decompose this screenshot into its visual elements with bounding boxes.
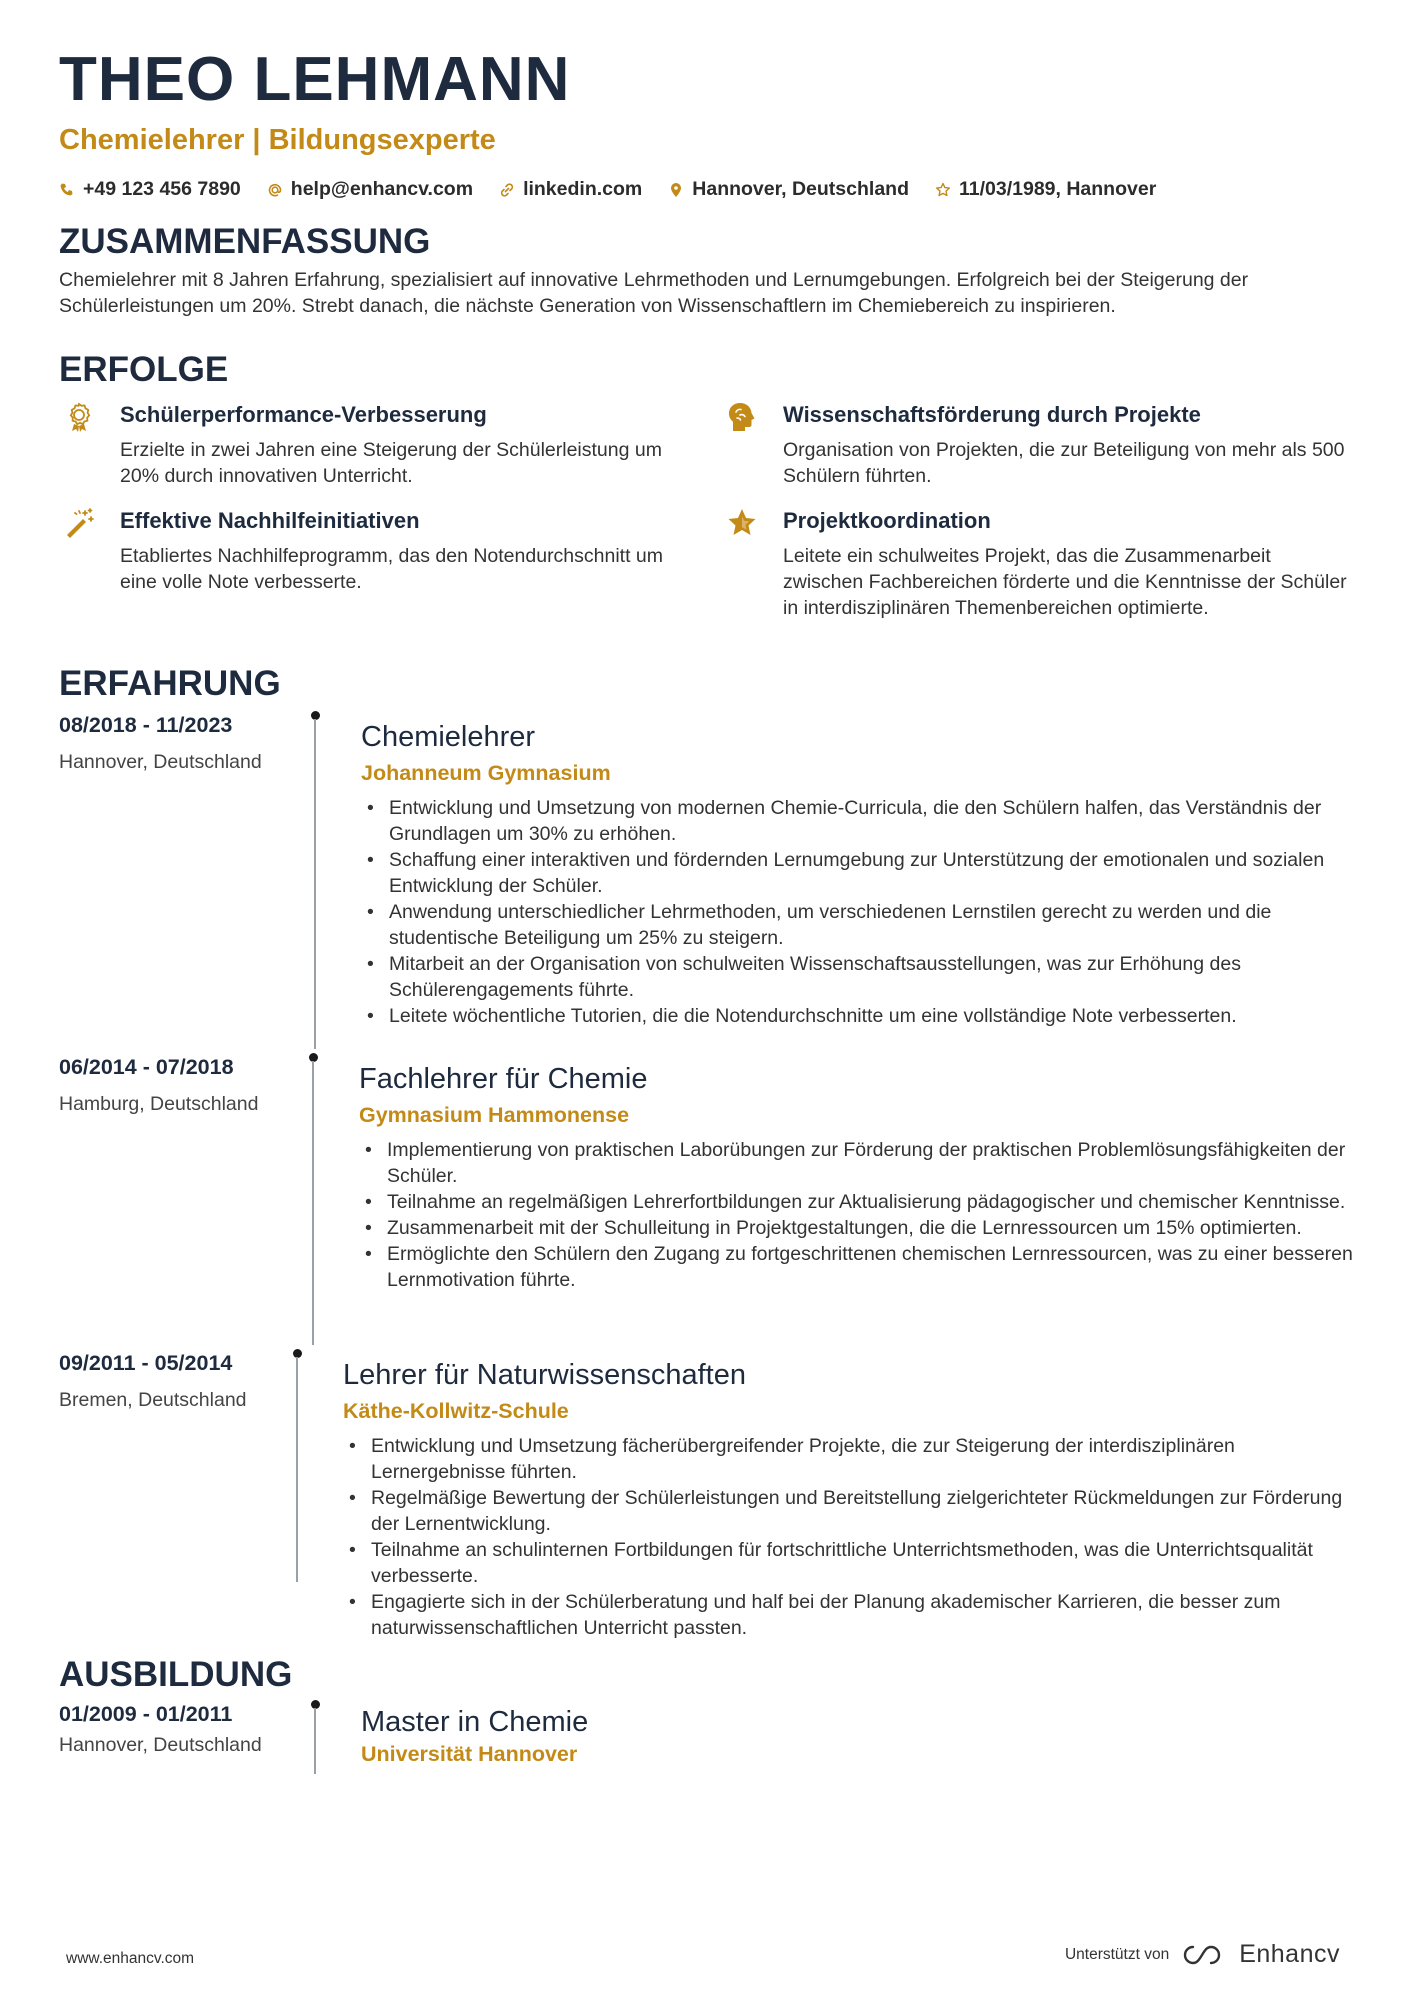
contact-birth <box>935 178 1156 201</box>
bullet-item: • Entwicklung und Umsetzung von modernen Chemie-Curricula, die den Schülern halfen, das Verständnis der Grundlagen um 30% zu erhöhen. <box>361 795 1361 847</box>
bullet-item: • Entwicklung und Umsetzung fächerübergreifender Projekte, die zur Steigerung der interdisziplinären Lernergebnisse führten. <box>343 1433 1353 1485</box>
candidate-subtitle: Chemielehrer | Bildungsexperte <box>59 124 496 156</box>
achievement-item <box>722 401 1352 489</box>
education-school: Universität Hannover <box>361 1742 578 1766</box>
experience-location: Hannover, Deutschland <box>59 751 262 773</box>
experience-role: Fachlehrer für Chemie <box>359 1063 648 1095</box>
footer-website-link[interactable]: www.enhancv.com <box>66 1950 195 1967</box>
achievement-desc: Leitete ein schulweites Projekt, das die Zusammenarbeit zwischen Fachbereichen förderte und die Kenntnisse der Schüler in interdisziplinären Themenbereichen optimierte. <box>783 545 1347 619</box>
experience-bullets <box>359 1137 1359 1293</box>
contact-location <box>668 178 909 201</box>
experience-section <box>59 663 1351 1654</box>
achievement-title: Schülerperformance-Verbesserung <box>120 402 487 427</box>
star-icon <box>726 507 758 539</box>
bullet-item: • Implementierung von praktischen Laborübungen zur Förderung der praktischen Problemlösungsfähigkeiten der Schüler. <box>359 1137 1359 1189</box>
experience-body <box>361 719 1361 1029</box>
achievement-item <box>59 401 689 489</box>
experience-company: Gymnasium Hammonense <box>359 1103 630 1127</box>
experience-role: Lehrer für Naturwissenschaften <box>343 1359 746 1391</box>
location-text: Hannover, Deutschland <box>692 178 909 200</box>
section-title-summary: ZUSAMMENFASSUNG <box>59 222 431 261</box>
education-date: 01/2009 - 01/2011 <box>59 1702 233 1726</box>
achievement-item <box>722 507 1352 621</box>
education-body <box>361 1704 1261 1768</box>
education-section <box>59 1654 1351 1790</box>
education-degree: Master in Chemie <box>361 1706 589 1738</box>
education-meta <box>59 1700 319 1758</box>
birth-text: 11/03/1989, Hannover <box>958 178 1157 200</box>
experience-date: 08/2018 - 11/2023 <box>59 713 233 737</box>
timeline-dot <box>311 1700 320 1709</box>
contact-linkedin[interactable] <box>499 178 642 201</box>
experience-body <box>359 1061 1359 1293</box>
experience-meta <box>59 711 319 775</box>
achievements-section <box>59 349 1351 661</box>
bullet-item: • Zusammenarbeit mit der Schulleitung in Projektgestaltungen, die die Lernressourcen um 15% optimierten. <box>359 1215 1359 1241</box>
section-title-education: AUSBILDUNG <box>59 1655 293 1694</box>
summary-text: Chemielehrer mit 8 Jahren Erfahrung, spezialisiert auf innovative Lehrmethoden und Lernumgebungen. Erfolgreich bei der Steigerung der Schülerleistungen um 20%. Strebt danach, die nächste Generation von Wissenschaftlern im Chemiebereich zu inspirieren. <box>59 269 1249 317</box>
timeline-dot <box>311 711 320 720</box>
achievement-title: Projektkoordination <box>783 508 991 533</box>
award-ribbon-icon <box>63 401 95 433</box>
enhancv-logo-icon <box>1181 1943 1227 1967</box>
candidate-name: THEO LEHMANN <box>59 45 571 114</box>
contact-phone[interactable] <box>59 178 241 201</box>
experience-company: Johanneum Gymnasium <box>361 761 611 785</box>
timeline-line <box>296 1357 298 1582</box>
bullet-item: • Regelmäßige Bewertung der Schülerleistungen und Bereitstellung zielgerichteter Rückmeldungen zur Förderung der Lernentwicklung. <box>343 1485 1353 1537</box>
phone-icon <box>59 182 75 198</box>
contact-bar <box>59 178 1351 201</box>
experience-bullets <box>343 1433 1353 1641</box>
email-text: help@enhancv.com <box>290 178 474 200</box>
bullet-item: • Teilnahme an regelmäßigen Lehrerfortbildungen zur Aktualisierung pädagogischer und chemischer Kenntnisse. <box>359 1189 1359 1215</box>
experience-role: Chemielehrer <box>361 721 536 753</box>
contact-email[interactable] <box>267 178 473 201</box>
section-title-experience: ERFAHRUNG <box>59 664 281 703</box>
bullet-item: • Anwendung unterschiedlicher Lehrmethoden, um verschiedenen Lernstilen gerecht zu werden und die studentische Beteiligung um 25% zu steigern. <box>361 899 1361 951</box>
head-brain-icon <box>726 401 758 433</box>
achievement-item <box>59 507 689 595</box>
experience-bullets <box>361 795 1361 1029</box>
bullet-item: • Ermöglichte den Schülern den Zugang zu fortgeschrittenen chemischen Lernressourcen, was zu einer besseren Lernmotivation führte. <box>359 1241 1359 1293</box>
experience-item <box>59 1349 1351 1654</box>
footer-powered-by: Unterstützt von <box>1064 1945 1170 1963</box>
timeline-line <box>312 1061 314 1345</box>
achievement-title: Wissenschaftsförderung durch Projekte <box>783 402 1201 427</box>
achievement-title: Effektive Nachhilfeinitiativen <box>120 508 420 533</box>
experience-date: 09/2011 - 05/2014 <box>59 1351 233 1375</box>
footer-brand[interactable]: Enhancv <box>1239 1940 1340 1968</box>
star-icon <box>935 182 951 198</box>
timeline-dot <box>309 1053 318 1062</box>
achievements-grid <box>59 401 1351 661</box>
bullet-item: • Teilnahme an schulinternen Fortbildungen für fortschrittliche Unterrichtsmethoden, was die Unterrichtsqualität verbesserte. <box>343 1537 1353 1589</box>
bullet-item: • Leitete wöchentliche Tutorien, die die Notendurchschnitte um eine vollständige Note verbesserten. <box>361 1003 1361 1029</box>
bullet-item: • Engagierte sich in der Schülerberatung und half bei der Planung akademischer Karrieren, die besser zum naturwissenschaftlichen Unterricht passten. <box>343 1589 1353 1641</box>
summary-section <box>59 221 1351 319</box>
magic-wand-icon <box>63 507 95 539</box>
bullet-item: • Mitarbeit an der Organisation von schulweiten Wissenschaftsausstellungen, was zur Erhöhung des Schülerengagements führte. <box>361 951 1361 1003</box>
experience-date: 06/2014 - 07/2018 <box>59 1055 234 1079</box>
timeline-dot <box>293 1349 302 1358</box>
location-pin-icon <box>668 182 684 198</box>
experience-company: Käthe-Kollwitz-Schule <box>343 1399 569 1423</box>
bullet-item: • Schaffung einer interaktiven und fördernden Lernumgebung zur Unterstützung der emotionalen und sozialen Entwicklung der Schüler. <box>361 847 1361 899</box>
experience-meta <box>59 1053 319 1117</box>
footer-branding <box>1065 1940 1340 1969</box>
experience-location: Hamburg, Deutschland <box>59 1093 259 1115</box>
phone-text: +49 123 456 7890 <box>83 178 241 200</box>
timeline-line <box>314 719 316 1049</box>
experience-body <box>343 1357 1353 1641</box>
experience-location: Bremen, Deutschland <box>59 1389 247 1411</box>
achievement-desc: Erzielte in zwei Jahren eine Steigerung der Schülerleistung um 20% durch innovativen Unterricht. <box>120 439 662 487</box>
achievement-desc: Etabliertes Nachhilfeprogramm, das den Notendurchschnitt um eine volle Note verbesserte. <box>120 545 664 593</box>
section-title-achievements: ERFOLGE <box>59 350 229 389</box>
education-location: Hannover, Deutschland <box>59 1734 262 1756</box>
at-icon <box>267 182 283 198</box>
experience-item <box>59 1053 1351 1349</box>
link-icon <box>499 182 515 198</box>
timeline-line <box>314 1708 316 1774</box>
linkedin-text: linkedin.com <box>523 178 643 200</box>
experience-meta <box>59 1349 319 1413</box>
education-item <box>59 1700 1351 1790</box>
achievement-desc: Organisation von Projekten, die zur Beteiligung von mehr als 500 Schülern führten. <box>783 439 1345 487</box>
experience-item <box>59 711 1351 1053</box>
